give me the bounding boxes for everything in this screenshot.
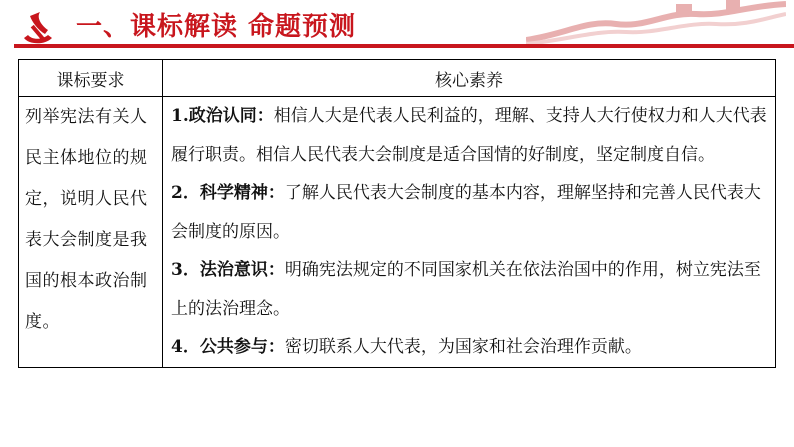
literacy-label: 1.政治认同： — [171, 106, 274, 126]
literacy-text: 了解人民代表大会制度的基本内容，理解坚持和完善人民代表大会制度的原因。 — [171, 183, 761, 242]
literacy-text: 明确宪法规定的不同国家机关在依法治国中的作用，树立宪法至上的法治理念。 — [171, 260, 761, 319]
literacy-text: 相信人大是代表人民利益的，理解、支持人大行使权力和人大代表履行职责。相信人民代表大会制度是适合国情的好制度，坚定制度自信。 — [171, 106, 767, 165]
literacy-item — [171, 174, 769, 251]
literacy-label: 4．公共参与： — [171, 337, 285, 357]
page-title: 一、课标解读 命题预测 — [76, 12, 357, 42]
great-wall-icon — [526, 0, 786, 48]
standards-table — [18, 59, 776, 368]
literacy-text: 密切联系人大代表，为国家和社会治理作贡献。 — [284, 337, 642, 357]
column-header-literacy: 核心素养 — [163, 60, 776, 97]
column-header-requirement: 课标要求 — [19, 60, 163, 97]
literacy-item — [171, 97, 769, 174]
party-emblem-icon — [18, 8, 58, 48]
literacy-label: 3．法治意识： — [171, 260, 285, 280]
literacy-item — [171, 251, 769, 328]
literacy-item — [171, 328, 769, 367]
requirement-cell: 列举宪法有关人民主体地位的规定，说明人民代表大会制度是我国的根本政治制度。 — [19, 97, 163, 368]
literacy-label: 2．科学精神： — [171, 183, 285, 203]
header-divider — [14, 44, 794, 48]
table-header-row — [19, 60, 776, 97]
table-row — [19, 97, 776, 368]
slide-header — [0, 0, 794, 50]
literacy-cell — [163, 97, 776, 368]
